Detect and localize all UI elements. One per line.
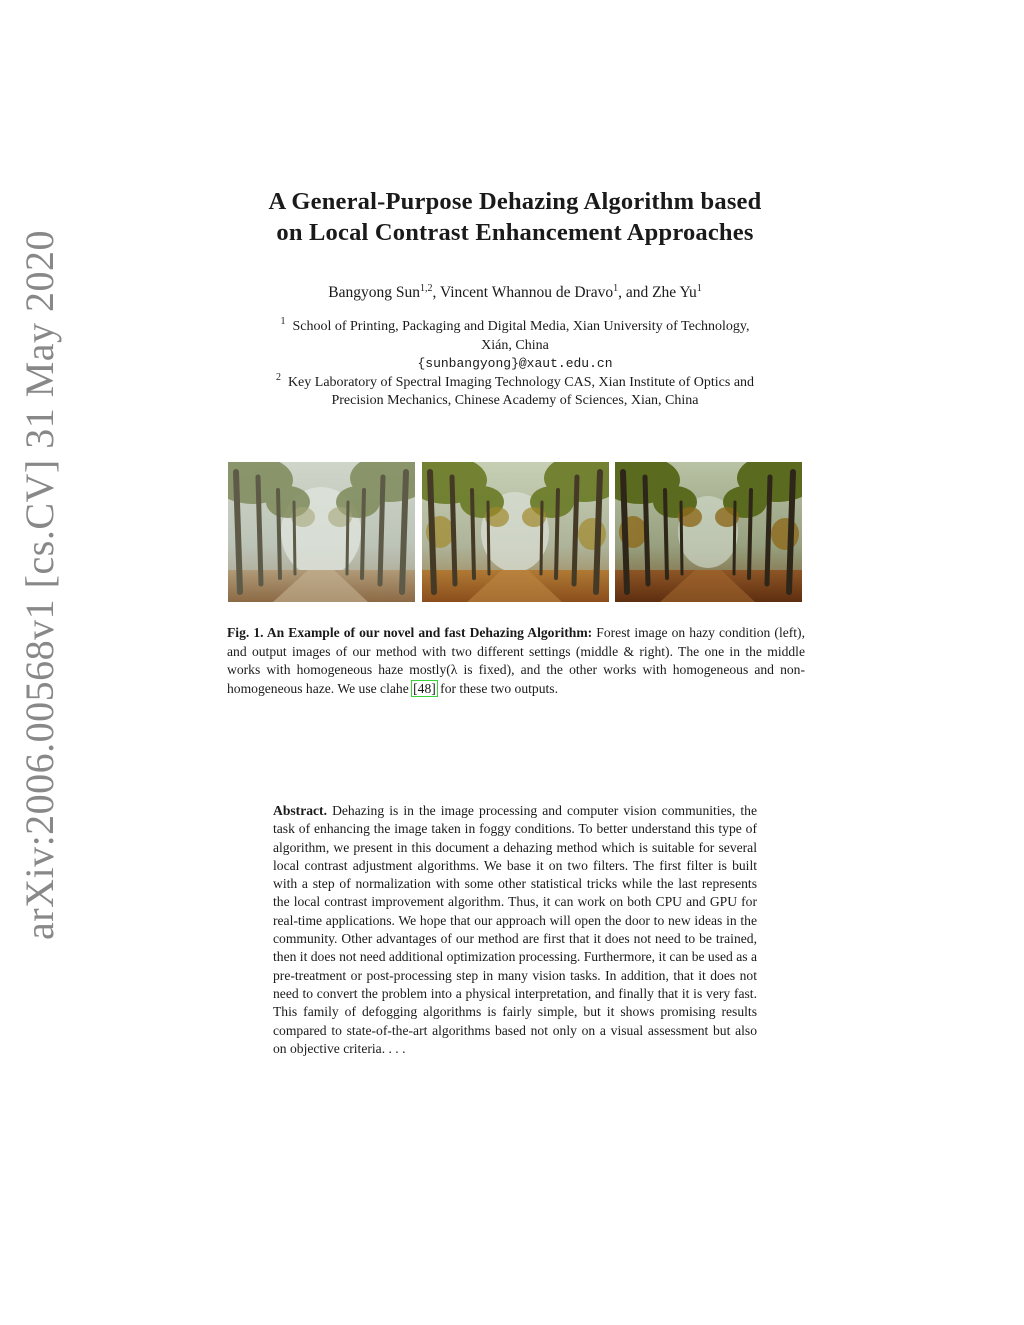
affiliation-text: School of Printing, Packaging and Digital Media, Xian University of Technology, xyxy=(292,319,750,334)
author-affiliation-mark: 1 xyxy=(696,283,702,294)
citation-link[interactable]: [48] xyxy=(413,680,436,696)
abstract-text: Dehazing is in the image processing and computer vision communities, the task of enhancing the image taken in foggy conditions. To better understand this type of algorithm, we present in this document a dehazing method which is suitable for several local contrast adjustment algorithms. We base it on two filters. The first filter is built with a step of normalization with some other statistical tricks while the last represents the local contrast improvement algorithm. Thus, it can work on both CPU and GPU for real-time applications. We hope that our approach will open the door to new ideas in the community. Other advantages of our method are first that it does not need to be trained, then it does not need additional optimization processing. Furthermore, it can be used as a pre-treatment or post-processing step in many vision tasks. In addition, that it does not need to convert the problem into a physical interpretation, and finally that it is very fast. This family of defogging algorithms is fairly simple, but it shows promising results compared to state-of-the-art algorithms based not only on a visual assessment but also on objective criteria. . . . xyxy=(273,803,757,1056)
author-name: Bangyong Sun xyxy=(328,284,420,301)
author-name: , and Zhe Yu xyxy=(618,284,697,301)
forest-output-homogeneous-image xyxy=(422,462,609,602)
affiliation-2-continued: Precision Mechanics, Chinese Academy of Sciences, Xian, China xyxy=(331,393,699,408)
caption-label: Fig. 1. An Example of our novel and fast Dehazing Algorithm: xyxy=(227,625,593,640)
forest-photo-icon xyxy=(615,462,802,602)
author-affiliation-mark: 1,2 xyxy=(420,283,433,294)
affiliation-1 xyxy=(215,318,815,337)
abstract xyxy=(273,802,757,1058)
author-email: {sunbangyong}@xaut.edu.cn xyxy=(417,356,613,371)
caption-text: Forest image on hazy condition (left), and output images of our method with two different settings (middle & right). The one in the middle works with homogeneous haze mostly(λ is fixed), and the other works with homogeneous and non-homogeneous haze. We use clahe xyxy=(227,625,805,696)
forest-hazy-input-image xyxy=(228,462,415,602)
forest-photo-icon xyxy=(228,462,415,602)
title-line-1: A General-Purpose Dehazing Algorithm based xyxy=(268,188,762,215)
caption-text-end: for these two outputs. xyxy=(436,680,558,696)
forest-photo-icon xyxy=(422,462,609,602)
paper-title xyxy=(200,186,830,248)
author-name: , Vincent Whannou de Dravo xyxy=(432,284,614,301)
affiliation-text: Key Laboratory of Spectral Imaging Technology CAS, Xian Institute of Optics and xyxy=(287,374,755,390)
figure-1-caption xyxy=(227,624,805,698)
forest-output-nonhomogeneous-image xyxy=(615,462,802,602)
author-list xyxy=(200,283,830,303)
affiliation-2 xyxy=(215,371,815,393)
affiliation-number: 1 xyxy=(280,316,286,327)
figure-1-images xyxy=(228,462,804,602)
author-affiliation-mark: 1 xyxy=(613,283,619,294)
arxiv-identifier: arXiv:2006.00568v1 [cs.CV] 31 May 2020 xyxy=(17,229,62,940)
title-line-2: on Local Contrast Enhancement Approaches xyxy=(276,219,754,246)
affiliation-1-city: Xián, China xyxy=(481,337,549,353)
affiliations xyxy=(215,318,815,411)
affiliation-number: 2 xyxy=(275,371,281,383)
abstract-label: Abstract. xyxy=(273,803,327,818)
